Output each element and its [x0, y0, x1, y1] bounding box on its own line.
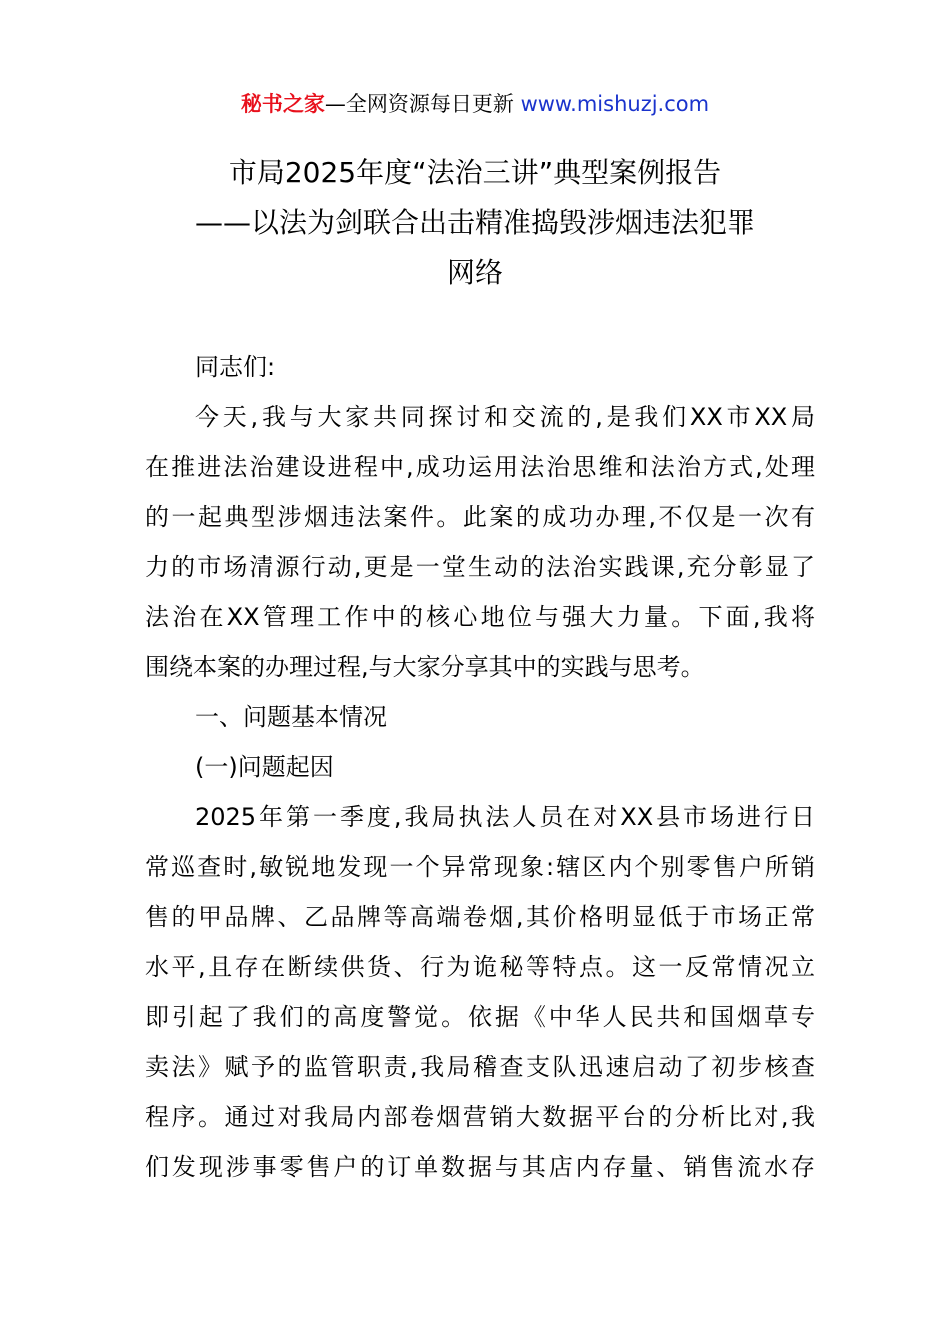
site-banner [0, 86, 950, 122]
paragraph-2-line: 2025年第一季度,我局执法人员在对XX县市场进行日 [195, 803, 815, 831]
title-line-2: ——以法为剑联合出击精准捣毁涉烟违法犯罪 [194, 206, 755, 239]
title-line-1: 市局2025年度“法治三讲”典型案例报告 [228, 156, 722, 189]
document-title [140, 148, 810, 298]
paragraph-1-line: 力的市场清源行动,更是一堂生动的法治实践课,充分彰显了 [145, 553, 815, 581]
section-heading-2: (一)问题起因 [195, 753, 334, 781]
paragraph-1-line: 围绕本案的办理过程,与大家分享其中的实践与思考。 [145, 653, 705, 681]
paragraph-1-line: 法治在XX管理工作中的核心地位与强大力量。下面,我将 [145, 603, 815, 631]
paragraph-2-line: 水平,且存在断续供货、行为诡秘等特点。这一反常情况立 [145, 953, 815, 981]
paragraph-2-line: 们发现涉事零售户的订单数据与其店内存量、销售流水存 [145, 1153, 815, 1181]
paragraph-2-line: 即引起了我们的高度警觉。依据《中华人民共和国烟草专 [145, 1003, 815, 1031]
banner-brand: 秘书之家 [240, 92, 325, 116]
title-line-3: 网络 [446, 256, 503, 289]
paragraph-2-line: 卖法》赋予的监管职责,我局稽查支队迅速启动了初步核查 [145, 1053, 815, 1081]
banner-url-link[interactable]: www.mishuzj.com [520, 92, 710, 116]
paragraph-1-line: 今天,我与大家共同探讨和交流的,是我们XX市XX局 [195, 403, 815, 431]
paragraph-2-line: 售的甲品牌、乙品牌等高端卷烟,其价格明显低于市场正常 [145, 903, 815, 931]
paragraph-1-line: 在推进法治建设进程中,成功运用法治思维和法治方式,处理 [145, 453, 815, 481]
greeting: 同志们: [195, 353, 276, 381]
document-body [145, 342, 815, 1192]
paragraph-2-line: 常巡查时,敏锐地发现一个异常现象:辖区内个别零售户所销 [145, 853, 815, 881]
paragraph-1-line: 的一起典型涉烟违法案件。此案的成功办理,不仅是一次有 [145, 503, 815, 531]
banner-slogan: —全网资源每日更新 [324, 92, 521, 116]
paragraph-2-line: 程序。通过对我局内部卷烟营销大数据平台的分析比对,我 [145, 1103, 815, 1131]
section-heading-1: 一、问题基本情况 [195, 703, 387, 731]
